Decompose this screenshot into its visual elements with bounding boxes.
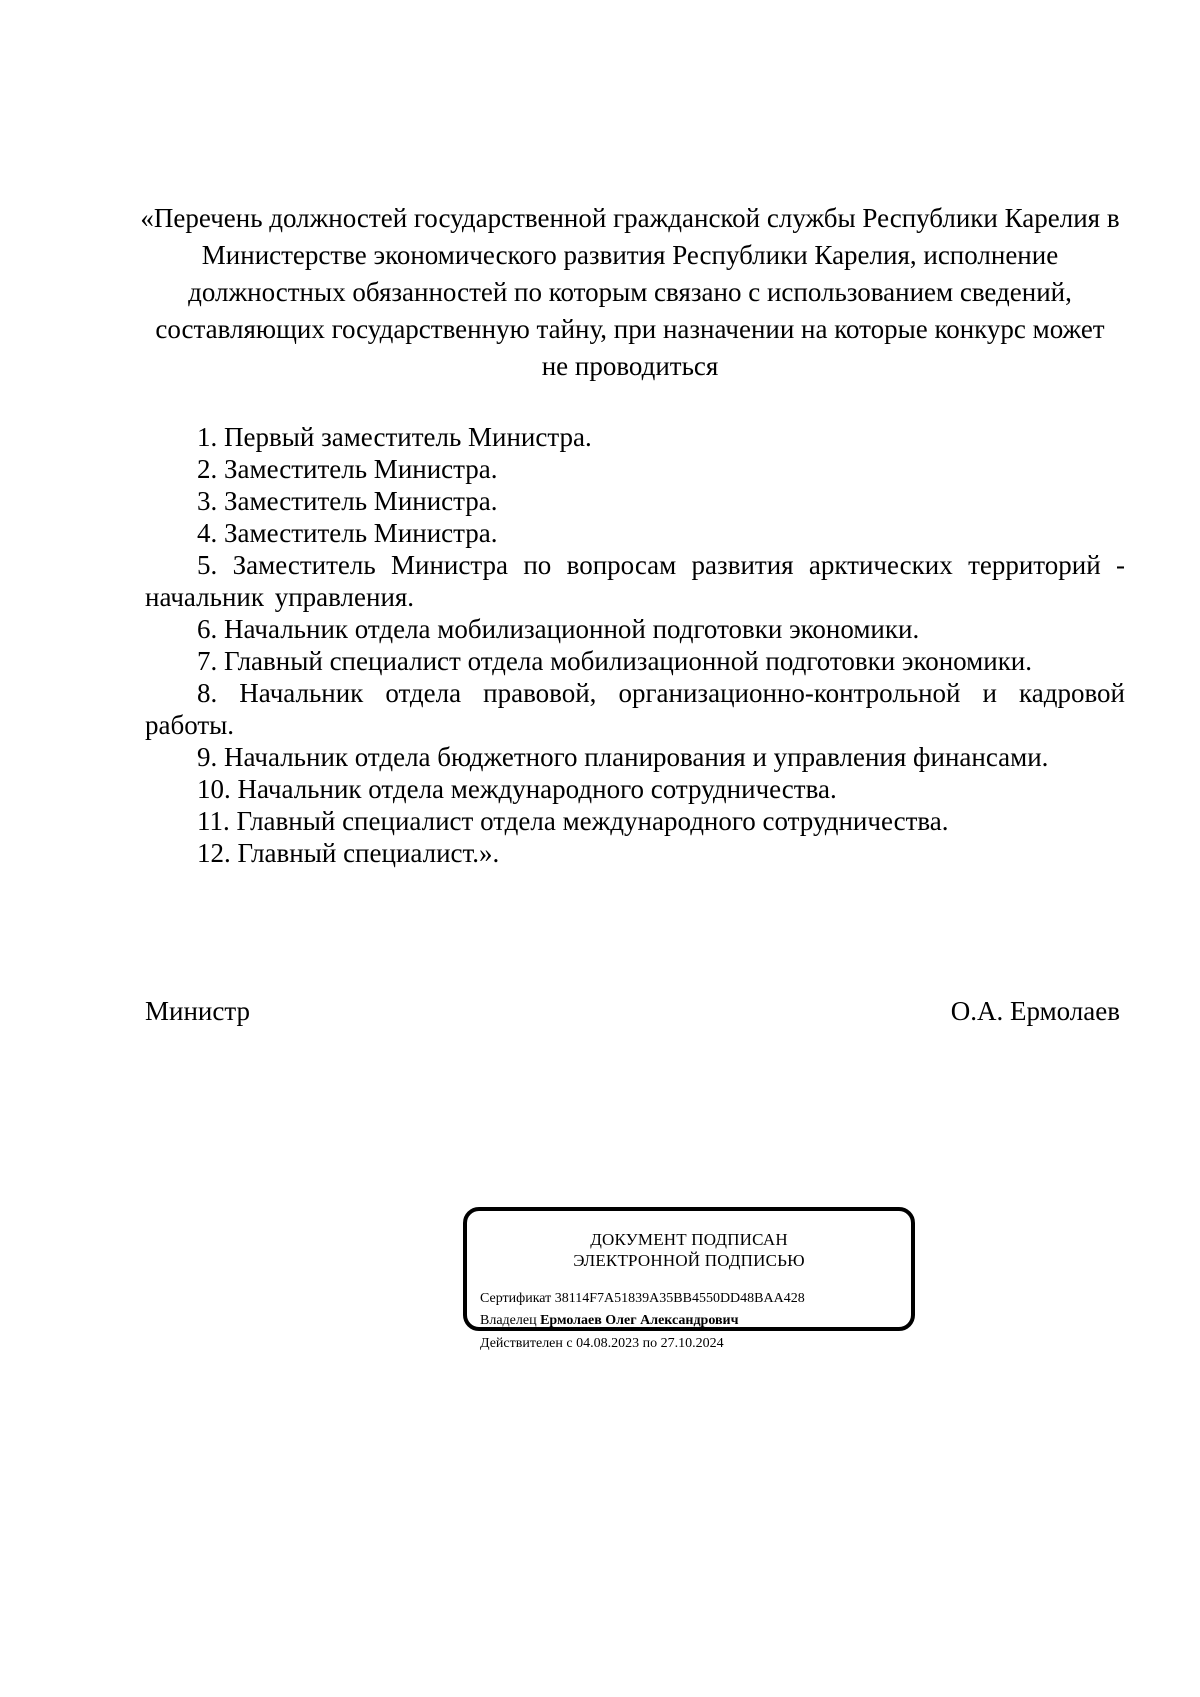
list-item: 9. Начальник отдела бюджетного планирования и управления финансами. (197, 742, 1049, 772)
owner-value: Ермолаев Олег Александрович (540, 1313, 739, 1328)
list-item: 8. Начальник отдела правовой, организационно-контрольной и кадровой работы. (145, 678, 1125, 740)
owner-label: Владелец (480, 1313, 537, 1328)
list-item: 1. Первый заместитель Министра. (197, 422, 592, 452)
list-item: 6. Начальник отдела мобилизационной подготовки экономики. (197, 614, 920, 644)
stamp-validity-row (480, 1335, 724, 1353)
signatory-role: Министр (145, 996, 250, 1026)
stamp-certificate-row (480, 1290, 805, 1308)
list-item: 7. Главный специалист отдела мобилизационной подготовки экономики. (197, 646, 1033, 676)
stamp-heading (467, 1229, 911, 1271)
stamp-heading-line: ЭЛЕКТРОННОЙ ПОДПИСЬЮ (573, 1251, 805, 1270)
list-item: 2. Заместитель Министра. (197, 454, 498, 484)
valid-to-label: по (642, 1336, 658, 1351)
valid-from: 04.08.2023 (576, 1336, 640, 1351)
list-item: 11. Главный специалист отдела международного сотрудничества. (197, 806, 949, 836)
document-title: «Перечень должностей государственной гражданской службы Республики Карелия в Министерстве экономического развития Республики Карелия, исполнение должностных обязанностей по которым связано с использованием сведений, составляющих государственную тайну, при назначении на которые конкурс может не проводиться (140, 203, 1120, 381)
stamp-heading-line: ДОКУМЕНТ ПОДПИСАН (590, 1230, 788, 1249)
positions-list (145, 421, 1125, 869)
list-item: 5. Заместитель Министра по вопросам развития арктических территорий - начальник управления. (145, 550, 1125, 612)
valid-to: 27.10.2024 (660, 1336, 724, 1351)
list-item: 4. Заместитель Министра. (197, 518, 498, 548)
signatory-name: О.А. Ермолаев (950, 996, 1120, 1026)
certificate-label: Сертификат (480, 1291, 552, 1306)
stamp-owner-row (480, 1312, 739, 1330)
electronic-signature-stamp (463, 1207, 915, 1351)
list-item: 10. Начальник отдела международного сотрудничества. (197, 774, 837, 804)
list-item: 12. Главный специалист.». (197, 838, 500, 868)
certificate-value: 38114F7A51839A35BB4550DD48BAA428 (554, 1291, 805, 1306)
list-item: 3. Заместитель Министра. (197, 486, 498, 516)
valid-label: Действителен с (480, 1336, 573, 1351)
